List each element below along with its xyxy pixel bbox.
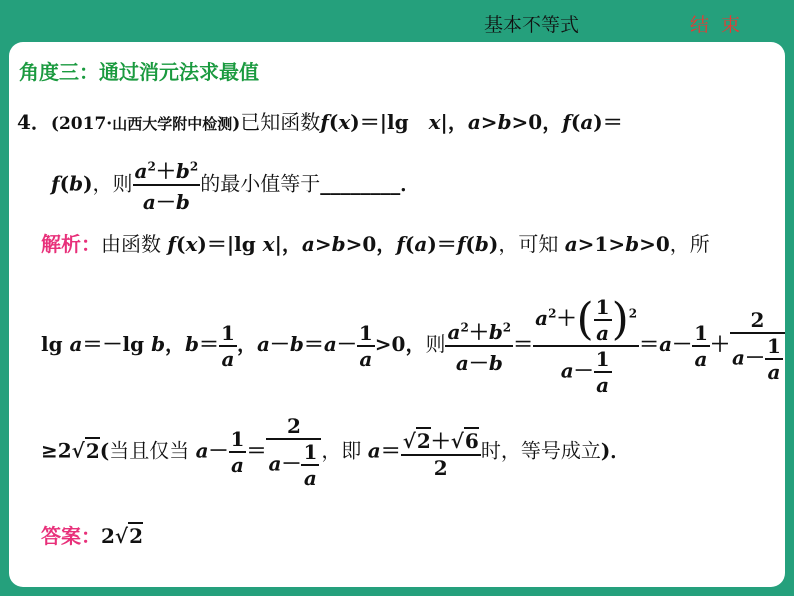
- solution-label: 解析：: [41, 232, 101, 256]
- section-title: 角度三：通过消元法求最值: [19, 60, 259, 84]
- top-bar: [0, 0, 794, 38]
- answer-line: [41, 520, 143, 549]
- problem-number: 4．: [17, 110, 51, 134]
- problem-source: (2017·山西大学附中检测): [50, 114, 241, 134]
- solution-line-3: ≥2√2(当且仅当 a－ $\frac{1}{a}$ ＝ 2 a－ $\frac{1}{a}$ ，即 a＝ $\frac{√2+√6}{2}$ 时，等号成立)．: [41, 414, 631, 490]
- solution-line-1: 解析：由函数 f(x)＝|lg x|，a>b>0，f(a)＝f(b)，可知 a>1>b>0，所: [41, 232, 710, 256]
- solution-line-2: lg a＝－lg b，b＝ $\frac{1}{a}$ ，a－b＝a－ $\frac{1}{a}$ >0，则 $\frac{a^2+b^2}{a-b}$ ＝ $a^2+$( $\frac{1}{a}$ )$^2$ a－ $\frac{1}{a}$ ＝a－ $\frac{1}{a}$ ＋ 2 a－ $\frac{1}{a}$: [41, 294, 785, 397]
- problem-fraction: $\frac{a^2+b^2}{a-b}$: [133, 155, 201, 215]
- topic-title: 基本不等式: [484, 14, 580, 36]
- problem-line-2: f(b)，则 $\frac{a^2+b^2}{a-b}$ 的最小值等于________．: [51, 155, 420, 215]
- answer-value: 2√2: [101, 524, 143, 548]
- answer-blank: ________: [320, 171, 401, 196]
- answer-label: 答案：: [41, 524, 101, 548]
- content-panel: [9, 42, 785, 587]
- problem-line-1: 4．(2017·山西大学附中检测)已知函数f(x)＝|lg x|，a>b>0，f(a)＝: [17, 110, 623, 134]
- end-button[interactable]: 结束: [690, 14, 753, 36]
